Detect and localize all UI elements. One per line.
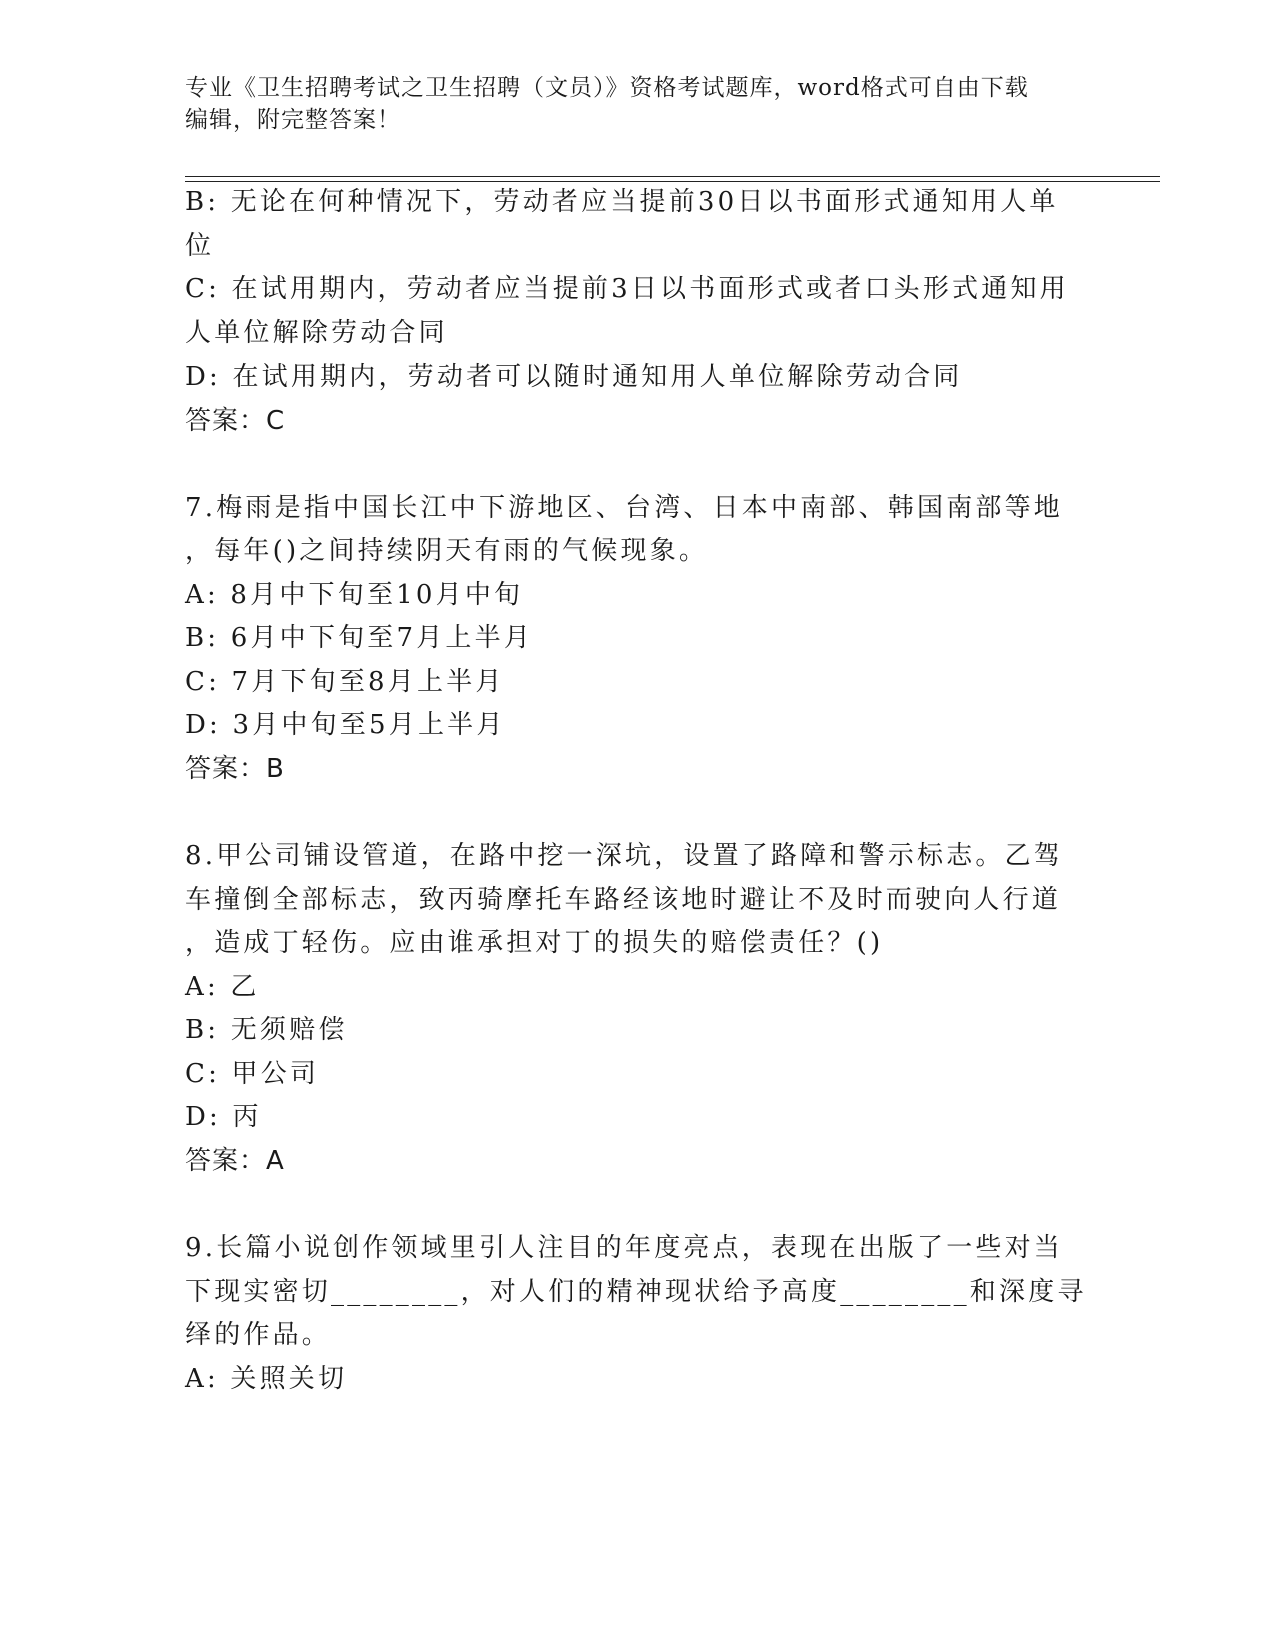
header-line-1: 专业《卫生招聘考试之卫生招聘（文员）》资格考试题库，word格式可自由下载 (185, 75, 1029, 101)
q8-option-d: D: 丙 (185, 1102, 262, 1132)
document-header (185, 72, 1085, 136)
q6-option-b-line2: 位 (185, 231, 215, 261)
q6-option-c-line1: C: 在试用期内，劳动者应当提前3日以书面形式或者口头形式通知用 (185, 274, 1069, 304)
q7-stem-line2: ，每年()之间持续阴天有雨的气候现象。 (185, 536, 709, 566)
header-line-2: 编辑，附完整答案！ (185, 107, 401, 133)
q8-stem-line2: 车撞倒全部标志，致丙骑摩托车路经该地时避让不及时而驶向人行道 (185, 885, 1062, 915)
q6-option-c-line2: 人单位解除劳动合同 (185, 318, 448, 348)
q8-stem-line3: ，造成丁轻伤。应由谁承担对丁的损失的赔偿责任？() (185, 928, 884, 958)
q8-option-b: B: 无须赔偿 (185, 1015, 348, 1045)
header-divider-top (185, 176, 1160, 177)
q7-option-b: B: 6月中下旬至7月上半月 (185, 623, 534, 653)
q9-stem-line3: 绎的作品。 (185, 1320, 332, 1350)
q7-stem-line1: 7.梅雨是指中国长江中下游地区、台湾、日本中南部、韩国南部等地 (185, 493, 1064, 523)
q7-option-c: C: 7月下旬至8月上半月 (185, 667, 505, 697)
q6-option-d: D: 在试用期内，劳动者可以随时通知用人单位解除劳动合同 (185, 362, 963, 392)
q9-option-a: A: 关照关切 (185, 1364, 348, 1394)
q6-answer: 答案：C (185, 406, 286, 436)
q8-answer: 答案：A (185, 1146, 285, 1176)
q8-stem-line1: 8.甲公司铺设管道，在路中挖一深坑，设置了路障和警示标志。乙驾 (185, 841, 1064, 871)
q6-option-b-line1: B: 无论在何种情况下，劳动者应当提前30日以书面形式通知用人单 (185, 187, 1059, 217)
q9-stem-line2: 下现实密切________，对人们的精神现状给予高度________和深度寻 (185, 1277, 1087, 1307)
q7-option-a: A: 8月中下旬至10月中旬 (185, 580, 524, 610)
q8-option-c: C: 甲公司 (185, 1059, 320, 1089)
q7-option-d: D: 3月中旬至5月上半月 (185, 710, 506, 740)
q7-answer: 答案：B (185, 754, 285, 784)
q8-option-a: A: 乙 (185, 972, 260, 1002)
q9-stem-line1: 9.长篇小说创作领域里引人注目的年度亮点，表现在出版了一些对当 (185, 1233, 1064, 1263)
header-divider-bottom (185, 181, 1160, 182)
